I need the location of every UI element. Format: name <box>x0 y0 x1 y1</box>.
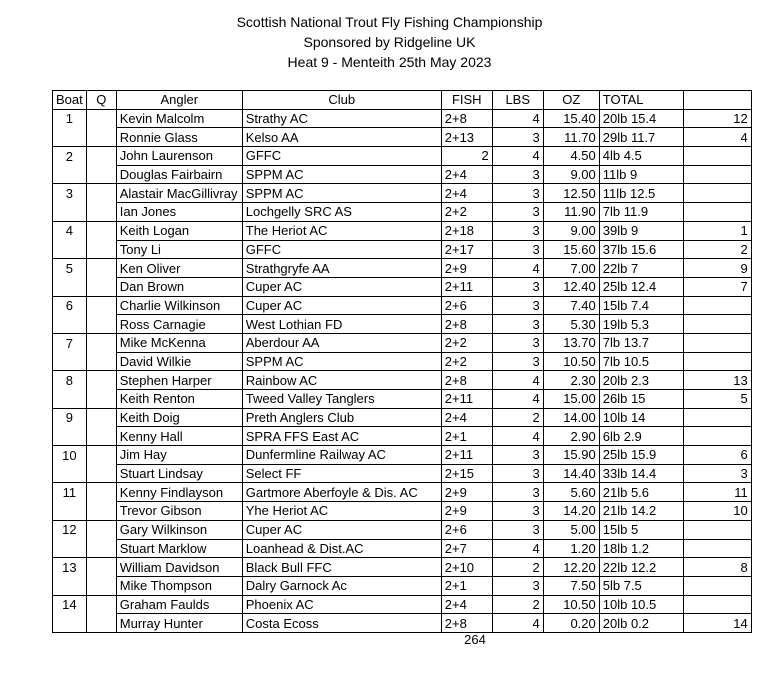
lbs-cell: 4 <box>492 614 543 633</box>
boat-cell: 10 <box>53 446 87 465</box>
col-header-angler: Angler <box>116 91 242 110</box>
angler-cell: Alastair MacGillivray <box>116 184 242 203</box>
lbs-cell: 3 <box>492 277 543 296</box>
lbs-cell: 3 <box>492 128 543 147</box>
oz-cell: 9.00 <box>543 165 599 184</box>
q-cell <box>86 333 116 352</box>
fish-cell: 2+9 <box>441 502 492 521</box>
lbs-cell: 3 <box>492 446 543 465</box>
position-cell: 10 <box>683 502 751 521</box>
fish-cell: 2+8 <box>441 614 492 633</box>
boat-cell: 11 <box>53 483 87 502</box>
q-cell <box>86 165 116 184</box>
table-row <box>53 240 752 259</box>
boat-cell: 8 <box>53 371 87 390</box>
lbs-cell: 4 <box>492 259 543 278</box>
q-cell <box>86 446 116 465</box>
total-cell: 22lb 12.2 <box>599 558 683 577</box>
club-cell: Gartmore Aberfoyle & Dis. AC <box>242 483 441 502</box>
fish-cell: 2+1 <box>441 576 492 595</box>
fish-cell: 2+4 <box>441 184 492 203</box>
table-row <box>53 371 752 390</box>
position-cell: 13 <box>683 371 751 390</box>
fish-cell: 2+10 <box>441 558 492 577</box>
boat-cell: 1 <box>53 109 87 128</box>
boat-cell: 13 <box>53 558 87 577</box>
position-cell: 7 <box>683 277 751 296</box>
total-cell: 11lb 9 <box>599 165 683 184</box>
q-cell <box>86 539 116 558</box>
angler-cell: Stuart Lindsay <box>116 464 242 483</box>
position-cell <box>683 147 751 166</box>
position-cell <box>683 427 751 446</box>
fish-cell: 2+13 <box>441 128 492 147</box>
club-cell: Select FF <box>242 464 441 483</box>
total-cell: 33lb 14.4 <box>599 464 683 483</box>
heat-line: Heat 9 - Menteith 25th May 2023 <box>287 54 492 70</box>
boat-cell: 3 <box>53 184 87 203</box>
oz-cell: 11.90 <box>543 203 599 222</box>
boat-cell <box>53 203 87 222</box>
oz-cell: 15.60 <box>543 240 599 259</box>
club-cell: West Lothian FD <box>242 315 441 334</box>
table-row <box>53 165 752 184</box>
position-cell <box>683 408 751 427</box>
boat-cell <box>53 576 87 595</box>
club-cell: SPRA FFS East AC <box>242 427 441 446</box>
total-cell: 39lb 9 <box>599 221 683 240</box>
club-cell: Strathy AC <box>242 109 441 128</box>
angler-cell: Ken Oliver <box>116 259 242 278</box>
oz-cell: 2.30 <box>543 371 599 390</box>
boat-cell <box>53 240 87 259</box>
angler-cell: Stephen Harper <box>116 371 242 390</box>
lbs-cell: 3 <box>492 240 543 259</box>
col-header-total: TOTAL <box>599 91 683 110</box>
q-cell <box>86 483 116 502</box>
angler-cell: Jim Hay <box>116 446 242 465</box>
lbs-cell: 3 <box>492 464 543 483</box>
table-row <box>53 576 752 595</box>
club-cell: Phoenix AC <box>242 595 441 614</box>
table-row <box>53 427 752 446</box>
position-cell: 12 <box>683 109 751 128</box>
fish-cell: 2+2 <box>441 203 492 222</box>
fish-cell: 2+11 <box>441 277 492 296</box>
q-cell <box>86 203 116 222</box>
total-cell: 25lb 15.9 <box>599 446 683 465</box>
club-cell: Strathgryfe AA <box>242 259 441 278</box>
oz-cell: 1.20 <box>543 539 599 558</box>
position-cell <box>683 184 751 203</box>
oz-cell: 12.50 <box>543 184 599 203</box>
club-cell: Cuper AC <box>242 520 441 539</box>
q-cell <box>86 576 116 595</box>
total-cell: 21lb 14.2 <box>599 502 683 521</box>
club-cell: GFFC <box>242 240 441 259</box>
angler-cell: Kevin Malcolm <box>116 109 242 128</box>
club-cell: Costa Ecoss <box>242 614 441 633</box>
q-cell <box>86 184 116 203</box>
total-cell: 10lb 14 <box>599 408 683 427</box>
club-cell: The Heriot AC <box>242 221 441 240</box>
position-cell: 8 <box>683 558 751 577</box>
total-cell: 20lb 0.2 <box>599 614 683 633</box>
angler-cell: John Laurenson <box>116 147 242 166</box>
angler-cell: Dan Brown <box>116 277 242 296</box>
table-row <box>53 109 752 128</box>
q-cell <box>86 352 116 371</box>
table-row <box>53 595 752 614</box>
position-cell <box>683 165 751 184</box>
table-row <box>53 502 752 521</box>
lbs-cell: 3 <box>492 520 543 539</box>
club-cell: Cuper AC <box>242 277 441 296</box>
total-cell: 22lb 7 <box>599 259 683 278</box>
col-header-club: Club <box>242 91 441 110</box>
q-cell <box>86 221 116 240</box>
fish-cell: 2+6 <box>441 520 492 539</box>
position-cell: 11 <box>683 483 751 502</box>
total-cell: 7lb 11.9 <box>599 203 683 222</box>
sponsor-line: Sponsored by Ridgeline UK <box>303 34 476 50</box>
angler-cell: Ronnie Glass <box>116 128 242 147</box>
oz-cell: 0.20 <box>543 614 599 633</box>
lbs-cell: 3 <box>492 502 543 521</box>
q-cell <box>86 259 116 278</box>
oz-cell: 15.90 <box>543 446 599 465</box>
q-cell <box>86 464 116 483</box>
club-cell: Loanhead & Dist.AC <box>242 539 441 558</box>
q-cell <box>86 427 116 446</box>
boat-cell <box>53 315 87 334</box>
oz-cell: 14.00 <box>543 408 599 427</box>
position-cell <box>683 315 751 334</box>
club-cell: Yhe Heriot AC <box>242 502 441 521</box>
table-row <box>53 408 752 427</box>
oz-cell: 15.00 <box>543 390 599 409</box>
club-cell: SPPM AC <box>242 352 441 371</box>
position-cell: 1 <box>683 221 751 240</box>
position-cell: 14 <box>683 614 751 633</box>
q-cell <box>86 408 116 427</box>
fish-cell: 2+6 <box>441 296 492 315</box>
lbs-cell: 3 <box>492 221 543 240</box>
oz-cell: 7.50 <box>543 576 599 595</box>
total-cell: 7lb 10.5 <box>599 352 683 371</box>
fish-total: 264 <box>464 632 486 647</box>
angler-cell: Kenny Hall <box>116 427 242 446</box>
table-row <box>53 128 752 147</box>
table-row <box>53 184 752 203</box>
total-cell: 11lb 12.5 <box>599 184 683 203</box>
club-cell: Black Bull FFC <box>242 558 441 577</box>
fish-cell: 2+8 <box>441 315 492 334</box>
oz-cell: 4.50 <box>543 147 599 166</box>
oz-cell: 12.20 <box>543 558 599 577</box>
club-cell: Cuper AC <box>242 296 441 315</box>
fish-cell: 2+4 <box>441 408 492 427</box>
angler-cell: Charlie Wilkinson <box>116 296 242 315</box>
lbs-cell: 3 <box>492 315 543 334</box>
boat-cell <box>53 277 87 296</box>
oz-cell: 5.00 <box>543 520 599 539</box>
club-cell: Kelso AA <box>242 128 441 147</box>
club-cell: GFFC <box>242 147 441 166</box>
club-cell: Lochgelly SRC AS <box>242 203 441 222</box>
fish-cell: 2+8 <box>441 371 492 390</box>
table-row <box>53 520 752 539</box>
fish-cell: 2+18 <box>441 221 492 240</box>
angler-cell: Kenny Findlayson <box>116 483 242 502</box>
oz-cell: 11.70 <box>543 128 599 147</box>
position-cell <box>683 296 751 315</box>
position-cell: 9 <box>683 259 751 278</box>
total-cell: 37lb 15.6 <box>599 240 683 259</box>
total-cell: 6lb 2.9 <box>599 427 683 446</box>
q-cell <box>86 296 116 315</box>
q-cell <box>86 128 116 147</box>
table-row <box>53 315 752 334</box>
total-cell: 21lb 5.6 <box>599 483 683 502</box>
position-cell <box>683 352 751 371</box>
table-row <box>53 203 752 222</box>
table-row <box>53 558 752 577</box>
fish-cell: 2+11 <box>441 390 492 409</box>
lbs-cell: 2 <box>492 558 543 577</box>
boat-cell: 2 <box>53 147 87 166</box>
col-header-lbs: LBS <box>492 91 543 110</box>
oz-cell: 14.40 <box>543 464 599 483</box>
document-title: Scottish National Trout Fly Fishing Championship <box>236 14 543 30</box>
q-cell <box>86 109 116 128</box>
boat-cell <box>53 165 87 184</box>
angler-cell: William Davidson <box>116 558 242 577</box>
boat-cell: 4 <box>53 221 87 240</box>
club-cell: Rainbow AC <box>242 371 441 390</box>
oz-cell: 10.50 <box>543 352 599 371</box>
total-cell: 5lb 7.5 <box>599 576 683 595</box>
fish-cell: 2+4 <box>441 595 492 614</box>
q-cell <box>86 147 116 166</box>
q-cell <box>86 502 116 521</box>
position-cell <box>683 333 751 352</box>
position-cell: 2 <box>683 240 751 259</box>
club-cell: Tweed Valley Tanglers <box>242 390 441 409</box>
fish-cell: 2+2 <box>441 333 492 352</box>
total-cell: 20lb 2.3 <box>599 371 683 390</box>
lbs-cell: 2 <box>492 595 543 614</box>
angler-cell: Murray Hunter <box>116 614 242 633</box>
fish-cell: 2+7 <box>441 539 492 558</box>
col-header-position <box>683 91 751 110</box>
angler-cell: Ian Jones <box>116 203 242 222</box>
total-cell: 7lb 13.7 <box>599 333 683 352</box>
q-cell <box>86 520 116 539</box>
position-cell: 6 <box>683 446 751 465</box>
col-header-fish: FISH <box>441 91 492 110</box>
angler-cell: Graham Faulds <box>116 595 242 614</box>
position-cell <box>683 520 751 539</box>
lbs-cell: 3 <box>492 296 543 315</box>
q-cell <box>86 277 116 296</box>
lbs-cell: 3 <box>492 203 543 222</box>
oz-cell: 7.00 <box>543 259 599 278</box>
lbs-cell: 4 <box>492 539 543 558</box>
lbs-cell: 3 <box>492 352 543 371</box>
club-cell: Dunfermline Railway AC <box>242 446 441 465</box>
angler-cell: David Wilkie <box>116 352 242 371</box>
fish-cell: 2+9 <box>441 483 492 502</box>
total-cell: 25lb 12.4 <box>599 277 683 296</box>
table-row <box>53 390 752 409</box>
results-table <box>52 90 752 633</box>
angler-cell: Keith Doig <box>116 408 242 427</box>
boat-cell <box>53 614 87 633</box>
boat-cell <box>53 352 87 371</box>
oz-cell: 10.50 <box>543 595 599 614</box>
table-row <box>53 259 752 278</box>
lbs-cell: 3 <box>492 333 543 352</box>
fish-cell: 2 <box>441 147 492 166</box>
boat-cell <box>53 502 87 521</box>
table-row <box>53 352 752 371</box>
angler-cell: Ross Carnagie <box>116 315 242 334</box>
total-cell: 18lb 1.2 <box>599 539 683 558</box>
club-cell: SPPM AC <box>242 165 441 184</box>
fish-cell: 2+15 <box>441 464 492 483</box>
q-cell <box>86 371 116 390</box>
position-cell: 5 <box>683 390 751 409</box>
position-cell <box>683 203 751 222</box>
oz-cell: 15.40 <box>543 109 599 128</box>
header-row <box>53 91 752 110</box>
total-cell: 15lb 5 <box>599 520 683 539</box>
fish-cell: 2+17 <box>441 240 492 259</box>
angler-cell: Stuart Marklow <box>116 539 242 558</box>
table-row <box>53 539 752 558</box>
lbs-cell: 3 <box>492 165 543 184</box>
boat-cell: 9 <box>53 408 87 427</box>
boat-cell: 5 <box>53 259 87 278</box>
table-row <box>53 614 752 633</box>
oz-cell: 12.40 <box>543 277 599 296</box>
oz-cell: 13.70 <box>543 333 599 352</box>
club-cell: Dalry Garnock Ac <box>242 576 441 595</box>
position-cell <box>683 595 751 614</box>
lbs-cell: 3 <box>492 483 543 502</box>
q-cell <box>86 390 116 409</box>
fish-cell: 2+4 <box>441 165 492 184</box>
oz-cell: 9.00 <box>543 221 599 240</box>
total-cell: 15lb 7.4 <box>599 296 683 315</box>
boat-cell <box>53 390 87 409</box>
angler-cell: Keith Renton <box>116 390 242 409</box>
lbs-cell: 4 <box>492 390 543 409</box>
oz-cell: 5.60 <box>543 483 599 502</box>
position-cell <box>683 539 751 558</box>
angler-cell: Gary Wilkinson <box>116 520 242 539</box>
total-cell: 10lb 10.5 <box>599 595 683 614</box>
table-row <box>53 464 752 483</box>
table-row <box>53 296 752 315</box>
q-cell <box>86 315 116 334</box>
club-cell: Aberdour AA <box>242 333 441 352</box>
fish-cell: 2+8 <box>441 109 492 128</box>
total-cell: 19lb 5.3 <box>599 315 683 334</box>
boat-cell: 12 <box>53 520 87 539</box>
boat-cell <box>53 464 87 483</box>
total-cell: 26lb 15 <box>599 390 683 409</box>
col-header-oz: OZ <box>543 91 599 110</box>
col-header-boat: Boat <box>53 91 87 110</box>
table-row <box>53 221 752 240</box>
lbs-cell: 4 <box>492 109 543 128</box>
fish-cell: 2+11 <box>441 446 492 465</box>
q-cell <box>86 614 116 633</box>
angler-cell: Mike McKenna <box>116 333 242 352</box>
lbs-cell: 3 <box>492 184 543 203</box>
boat-cell <box>53 128 87 147</box>
angler-cell: Tony Li <box>116 240 242 259</box>
total-cell: 20lb 15.4 <box>599 109 683 128</box>
club-cell: Preth Anglers Club <box>242 408 441 427</box>
q-cell <box>86 595 116 614</box>
col-header-q: Q <box>86 91 116 110</box>
table-row <box>53 333 752 352</box>
position-cell: 4 <box>683 128 751 147</box>
table-row <box>53 446 752 465</box>
lbs-cell: 3 <box>492 576 543 595</box>
position-cell: 3 <box>683 464 751 483</box>
boat-cell: 6 <box>53 296 87 315</box>
boat-cell <box>53 539 87 558</box>
lbs-cell: 4 <box>492 147 543 166</box>
table-row <box>53 483 752 502</box>
club-cell: SPPM AC <box>242 184 441 203</box>
q-cell <box>86 240 116 259</box>
oz-cell: 5.30 <box>543 315 599 334</box>
angler-cell: Mike Thompson <box>116 576 242 595</box>
oz-cell: 7.40 <box>543 296 599 315</box>
boat-cell: 7 <box>53 333 87 352</box>
fish-cell: 2+1 <box>441 427 492 446</box>
angler-cell: Trevor Gibson <box>116 502 242 521</box>
boat-cell <box>53 427 87 446</box>
oz-cell: 2.90 <box>543 427 599 446</box>
total-cell: 4lb 4.5 <box>599 147 683 166</box>
fish-cell: 2+2 <box>441 352 492 371</box>
lbs-cell: 2 <box>492 408 543 427</box>
table-row <box>53 277 752 296</box>
lbs-cell: 4 <box>492 427 543 446</box>
angler-cell: Keith Logan <box>116 221 242 240</box>
fish-cell: 2+9 <box>441 259 492 278</box>
total-cell: 29lb 11.7 <box>599 128 683 147</box>
position-cell <box>683 576 751 595</box>
lbs-cell: 4 <box>492 371 543 390</box>
q-cell <box>86 558 116 577</box>
table-row <box>53 147 752 166</box>
oz-cell: 14.20 <box>543 502 599 521</box>
angler-cell: Douglas Fairbairn <box>116 165 242 184</box>
boat-cell: 14 <box>53 595 87 614</box>
